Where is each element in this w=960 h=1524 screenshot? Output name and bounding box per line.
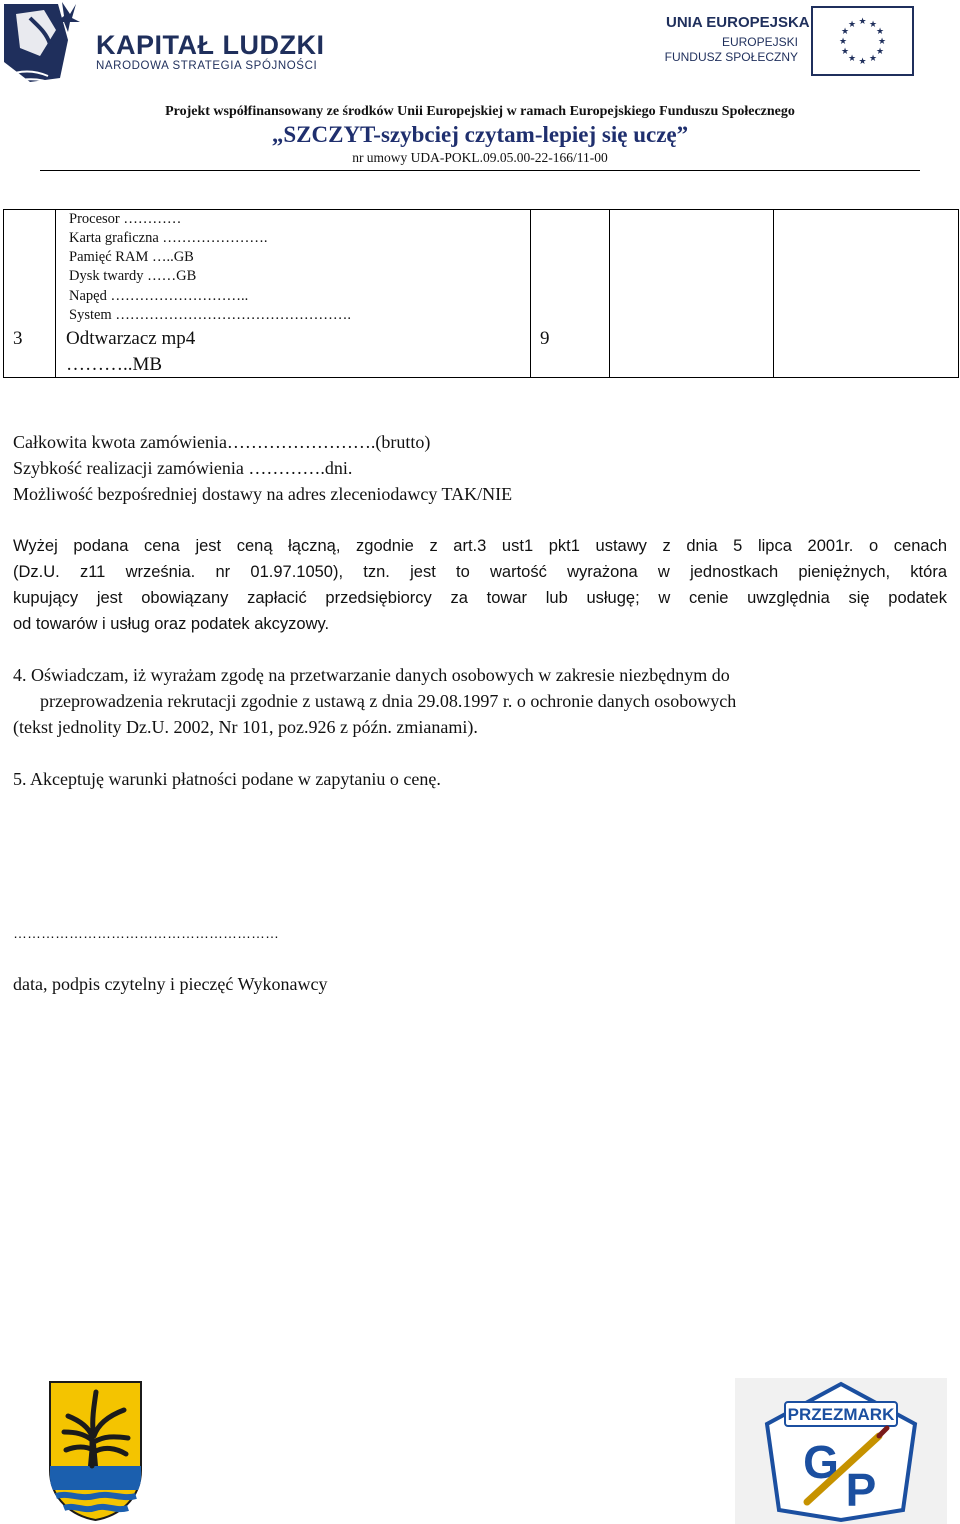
svg-text:★: ★ <box>838 37 848 47</box>
signature-dots: ………………………………………………… <box>13 925 279 941</box>
eu-flag-icon <box>811 6 914 76</box>
przezmark-label: PRZEZMARK <box>787 1405 895 1424</box>
payment-terms-line: 5. Akceptuję warunki płatności podane w zapytaniu o cenę. <box>13 769 441 789</box>
price-note-line-2: (Dz.U. z11 września. nr 01.97.1050), tzn. jest to wartość wyrażona w jednostkach pieniężnych, która <box>13 563 947 581</box>
svg-text:★: ★ <box>858 17 867 27</box>
header-divider <box>40 170 920 171</box>
logo-letter-g: G <box>803 1436 839 1488</box>
contract-number: nr umowy UDA-POKL.09.05.00-22-166/11-00 <box>352 150 608 165</box>
kapital-ludzki-subtitle: NARODOWA STRATEGIA SPÓJNOŚCI <box>96 60 318 72</box>
svg-text:★: ★ <box>847 54 857 64</box>
spec-hard-drive: Dysk twardy ……GB <box>69 268 197 284</box>
signature-label: data, podpis czytelny i pieczęć Wykonawcy <box>13 974 328 994</box>
total-amount-line: Całkowita kwota zamówienia…………………….(brutto) <box>13 432 431 452</box>
row-number: 3 <box>13 328 23 349</box>
svg-text:★: ★ <box>858 57 867 67</box>
consent-line-1: 4. Oświadczam, iż wyrażam zgodę na przetwarzanie danych osobowych w zakresie niezbędnym do <box>13 665 730 685</box>
spec-drive: Napęd ……………………….. <box>69 288 249 304</box>
delivery-speed-line: Szybkość realizacji zamówienia ………….dni. <box>13 458 353 478</box>
price-note-line-1: Wyżej podana cena jest ceną łączną, zgodnie z art.3 ust1 pkt1 ustawy z dnia 5 lipca 2001r. o cenach <box>13 537 947 555</box>
spec-ram: Pamięć RAM …..GB <box>69 249 194 265</box>
order-table <box>3 209 959 378</box>
price-note-line-4: od towarów i usług oraz podatek akcyzowy. <box>13 615 330 633</box>
przezmark-logo <box>735 1378 947 1524</box>
project-cofinancing-line: Projekt współfinansowany ze środków Unii Europejskiej w ramach Europejskiego Funduszu Społecznego <box>165 104 795 119</box>
item-quantity: 9 <box>540 328 550 349</box>
item-name: Odtwarzacz mp4 <box>66 328 196 349</box>
direct-delivery-line: Możliwość bezpośredniej dostawy na adres zleceniodawcy TAK/NIE <box>13 484 513 504</box>
svg-text:★: ★ <box>868 54 878 64</box>
coat-of-arms-icon <box>48 1380 143 1522</box>
logo-letter-p: P <box>845 1464 877 1516</box>
table-cell-quantity <box>530 209 610 378</box>
item-capacity: ………..MB <box>66 354 163 375</box>
consent-line-3: (tekst jednolity Dz.U. 2002, Nr 101, poz.926 z późn. zmianami). <box>13 717 478 737</box>
svg-text:★: ★ <box>840 47 850 57</box>
svg-text:★: ★ <box>875 47 885 57</box>
eu-subtitle-2: FUNDUSZ SPOŁECZNY <box>664 50 798 64</box>
spec-processor: Procesor ………… <box>69 211 182 227</box>
svg-text:★: ★ <box>840 27 850 37</box>
eu-subtitle-1: EUROPEJSKI <box>721 35 798 49</box>
table-cell-number <box>3 209 56 378</box>
svg-text:★: ★ <box>847 20 857 30</box>
spec-graphics-card: Karta graficzna …………………. <box>69 230 268 246</box>
consent-line-2: przeprowadzenia rekrutacji zgodnie z ustawą z dnia 29.08.1997 r. o ochronie danych osobowych <box>40 691 737 711</box>
table-cell-unit-price <box>609 209 774 378</box>
svg-text:★: ★ <box>875 27 885 37</box>
spec-system: System …………………………………………. <box>69 307 351 323</box>
svg-text:★: ★ <box>877 37 887 47</box>
eu-title: UNIA EUROPEJSKA <box>666 14 810 31</box>
table-cell-total-price <box>773 209 959 378</box>
price-note-line-3: kupujący jest obowiązany zapłacić przedsiębiorcy za towar lub usługę; w cenie uwzględnia się podatek <box>13 589 947 607</box>
kapital-ludzki-title: KAPITAŁ LUDZKI <box>96 30 325 60</box>
project-name: „SZCZYT-szybciej czytam-lepiej się uczę” <box>271 122 689 147</box>
svg-text:★: ★ <box>868 20 878 30</box>
